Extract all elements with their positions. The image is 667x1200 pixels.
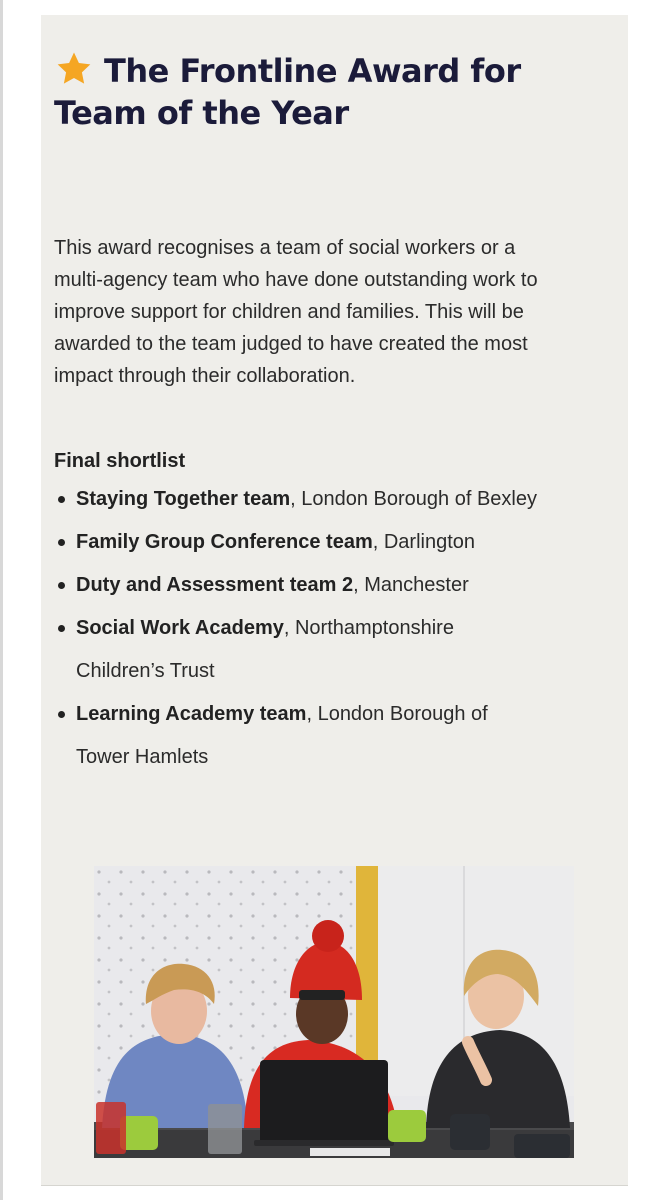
team-photo-illustration xyxy=(94,866,574,1158)
team-location: , London Borough of Tower Hamlets xyxy=(76,703,488,768)
page-edge-divider xyxy=(0,0,3,1200)
award-title-text: The Frontline Award for Team of the Year xyxy=(54,52,521,132)
team-location: , Darlington xyxy=(372,531,476,553)
shortlist-heading: Final shortlist xyxy=(54,450,186,472)
bullet-icon xyxy=(58,582,65,589)
bullet-icon xyxy=(58,539,65,546)
team-name: Learning Academy team xyxy=(76,703,307,725)
team-location: , Northamptonshire Children’s Trust xyxy=(76,617,454,682)
bullet-icon xyxy=(58,711,65,718)
team-name: Staying Together team xyxy=(76,488,291,510)
team-location: , Manchester xyxy=(353,574,469,596)
list-item xyxy=(76,564,546,607)
team-name: Family Group Conference team xyxy=(76,531,373,553)
bullet-icon xyxy=(58,496,65,503)
shortlist xyxy=(54,478,546,779)
list-item xyxy=(76,521,546,564)
team-name: Duty and Assessment team 2 xyxy=(76,574,354,596)
list-item xyxy=(76,693,546,779)
team-name: Social Work Academy xyxy=(76,617,284,639)
star-icon xyxy=(54,50,94,88)
team-location: , London Borough of Bexley xyxy=(290,488,537,510)
list-item xyxy=(76,478,546,521)
bullet-icon xyxy=(58,625,65,632)
team-photo xyxy=(94,866,574,1158)
award-title xyxy=(54,50,534,134)
award-description: This award recognises a team of social workers or a multi-agency team who have done outstanding work to improve support for children and families. This will be awarded to the team judged to have created the most impact through their collaboration. xyxy=(54,237,538,387)
list-item xyxy=(76,607,546,693)
